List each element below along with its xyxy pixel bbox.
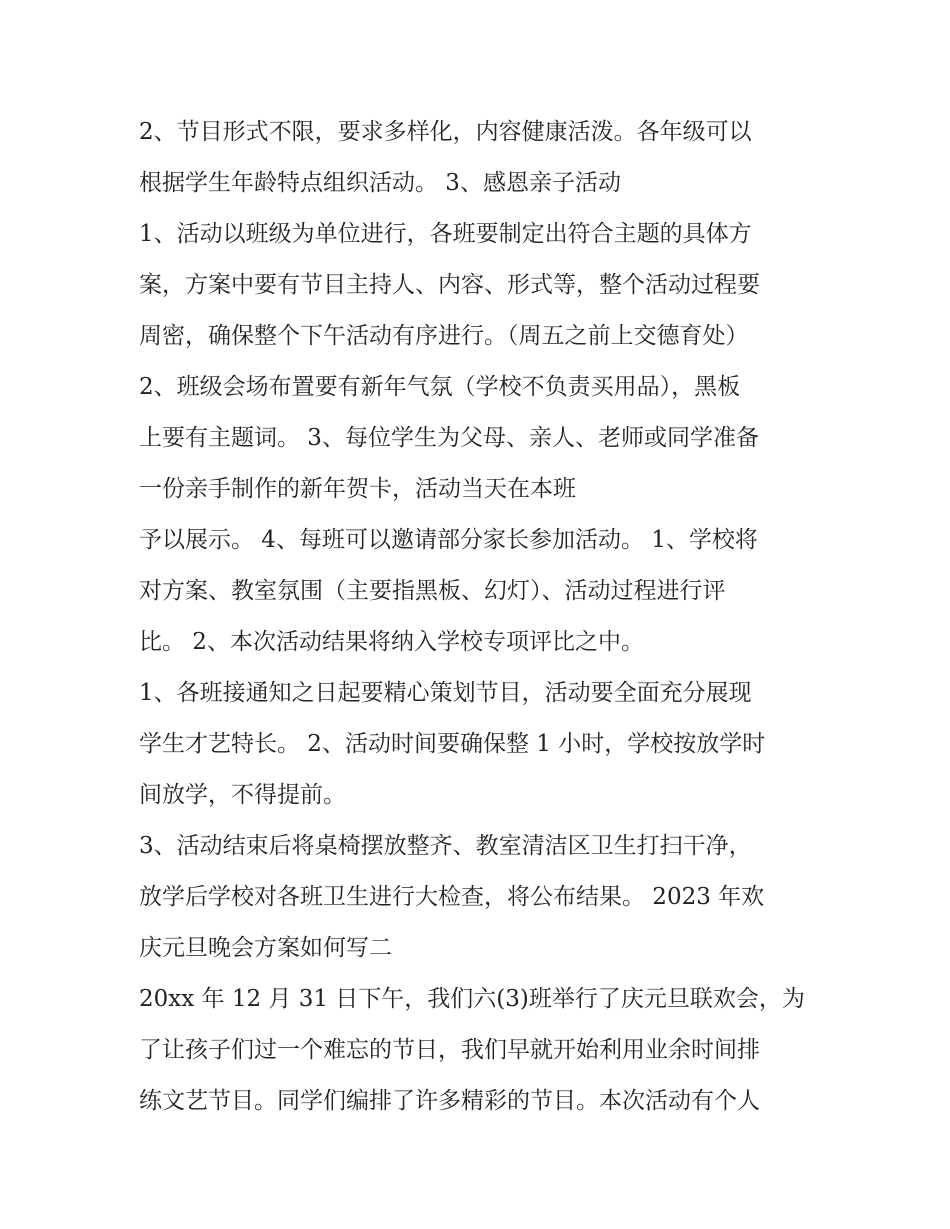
text-line-12: 1、各班接通知之日起要精心策划节目，活动要全面充分展现 (139, 680, 752, 706)
text-line-10: 对方案、教室氛围（主要指黑板、幻灯）、活动过程进行评 (139, 578, 726, 604)
body-text (139, 107, 829, 1127)
text-line-7: 上要有主题词。 3、每位学生为父母、亲人、老师或同学准备 (139, 425, 759, 451)
text-line-1: 2、节目形式不限，要求多样化，内容健康活泼。各年级可以 (139, 119, 752, 145)
text-line-14: 间放学，不得提前。 (139, 782, 346, 808)
text-line-8: 一份亲手制作的新年贺卡，活动当天在本班 (139, 476, 576, 502)
text-line-6: 2、班级会场布置要有新年气氛（学校不负责买用品），黑板 (139, 374, 741, 400)
text-line-17: 庆元旦晚会方案如何写二 (139, 935, 392, 961)
text-line-19: 了让孩子们过一个难忘的节日，我们早就开始利用业余时间排 (139, 1037, 760, 1063)
text-line-3: 1、活动以班级为单位进行，各班要制定出符合主题的具体方 (139, 221, 752, 247)
text-line-4: 案，方案中要有节目主持人、内容、形式等，整个活动过程要 (139, 272, 760, 298)
text-line-2: 根据学生年龄特点组织活动。 3、感恩亲子活动 (139, 170, 621, 196)
text-line-9: 予以展示。 4、每班可以邀请部分家长参加活动。 1、学校将 (139, 527, 758, 553)
text-line-16: 放学后学校对各班卫生进行大检查，将公布结果。 2023 年欢 (139, 884, 765, 910)
text-line-18: 20xx 年 12 月 31 日下午，我们六(3)班举行了庆元旦联欢会，为 (139, 986, 805, 1012)
text-line-5: 周密，确保整个下午活动有序进行。（周五之前上交德育处） (139, 323, 749, 349)
text-line-13: 学生才艺特长。 2、活动时间要确保整 1 小时，学校按放学时 (139, 731, 766, 757)
text-line-20: 练文艺节目。同学们编排了许多精彩的节目。本次活动有个人 (139, 1088, 760, 1114)
text-line-11: 比。 2、本次活动结果将纳入学校专项评比之中。 (139, 629, 644, 655)
text-line-15: 3、活动结束后将桌椅摆放整齐、教室清洁区卫生打扫干净， (139, 833, 752, 859)
